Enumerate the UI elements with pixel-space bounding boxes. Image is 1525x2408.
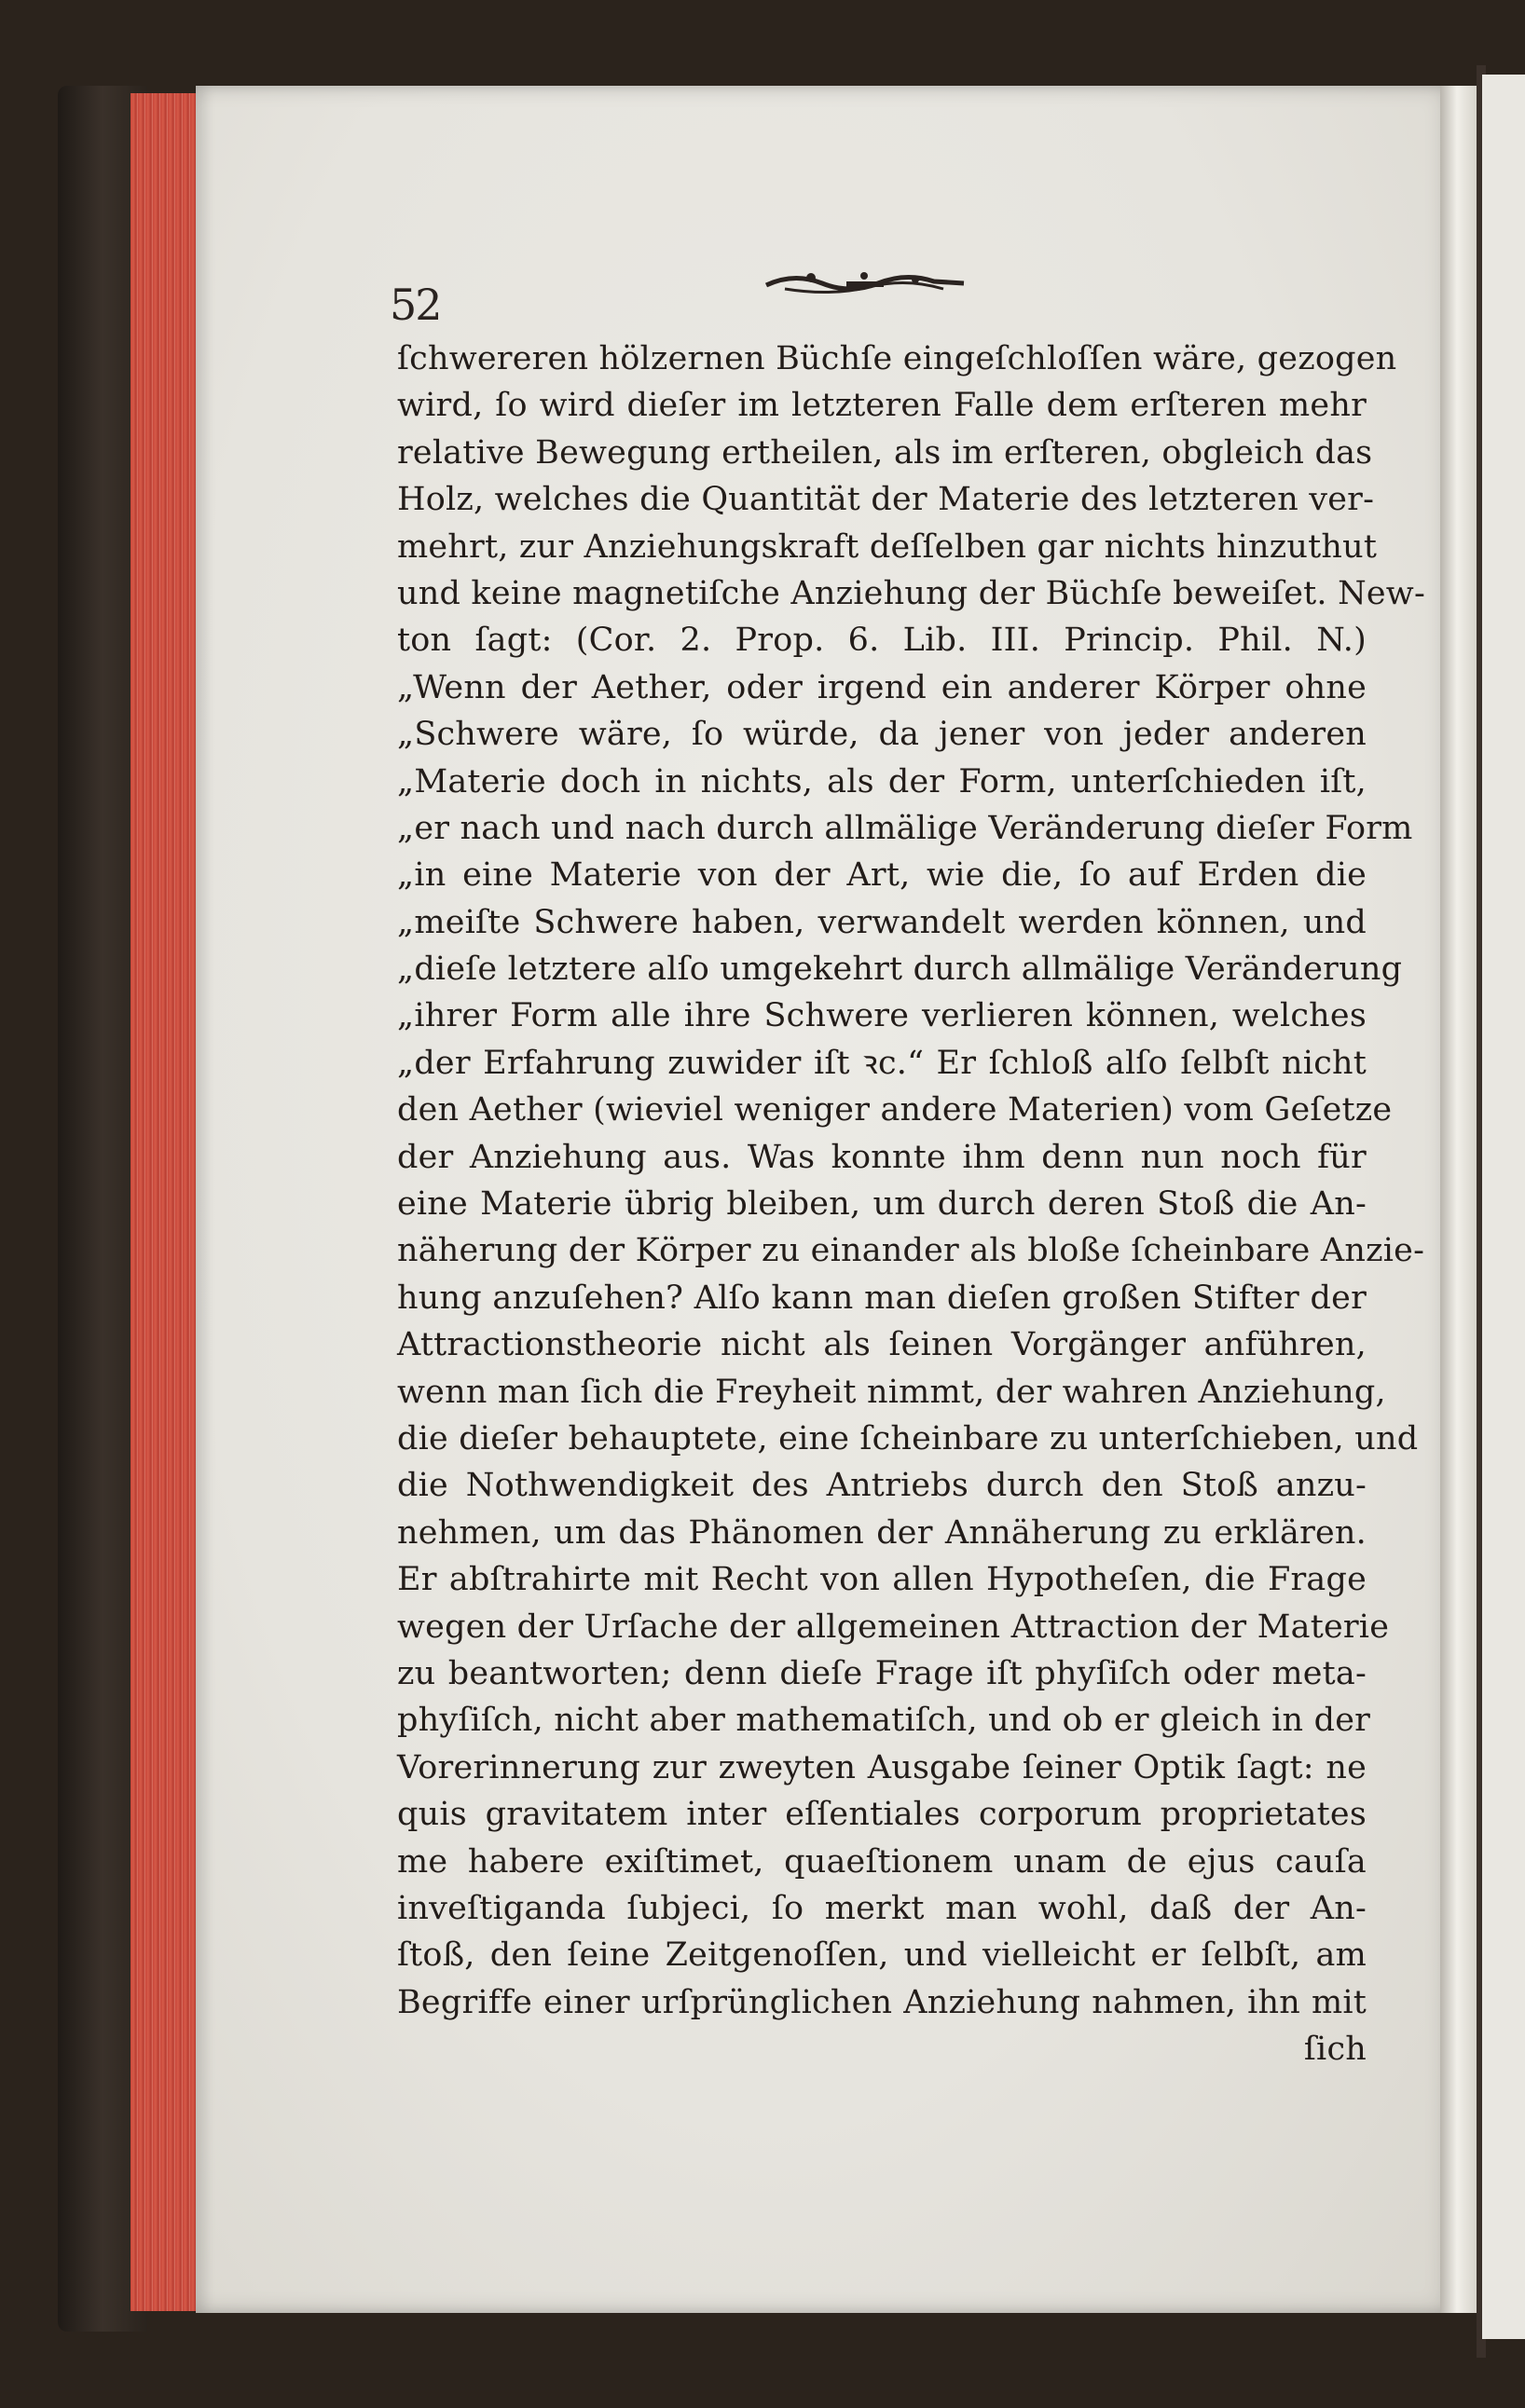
- catchword: ſich: [1303, 2031, 1367, 2069]
- text-line: näherung der Körper zu einander als bloße ſcheinbare Anzie-: [397, 1232, 1425, 1270]
- text-line: ſchwereren hölzernen Büchſe eingeſchloſſen wäre, gezogen: [397, 340, 1397, 377]
- facing-page-edge: [1482, 75, 1525, 2339]
- text-line: Vorerinnerung zur zweyten Ausgabe ſeiner Optik ſagt: ne: [397, 1748, 1367, 1786]
- text-line: den Aether (wieviel weniger andere Materien) vom Geſetze: [397, 1091, 1393, 1129]
- text-line: der Anziehung aus. Was konnte ihm denn nun noch für: [397, 1138, 1367, 1176]
- text-line: Holz, welches die Quantität der Materie des letzteren ver-: [397, 481, 1375, 519]
- text-line: me habere exiſtimet, quaeſtionem unam de ejus cauſa: [397, 1842, 1367, 1881]
- text-line: „meiſte Schwere haben, verwandelt werden können, und: [397, 903, 1367, 941]
- text-line: „ihrer Form alle ihre Schwere verlieren können, welches: [397, 997, 1367, 1035]
- text-line: zu beantworten; denn dieſe Frage iſt phyſiſch oder meta-: [397, 1654, 1367, 1692]
- text-line: ton ſagt: (Cor. 2. Prop. 6. Lib. III. Princip. Phil. N.): [397, 622, 1367, 660]
- text-line: „er nach und nach durch allmälige Veränderung dieſer Form: [397, 809, 1413, 847]
- header-ornament-icon: [757, 265, 971, 302]
- text-line: Begriffe einer urſprünglichen Anziehung nahmen, ihn mit: [397, 1983, 1367, 2021]
- text-line: nehmen, um das Phänomen der Annäherung zu erklären.: [397, 1513, 1367, 1552]
- text-line: „Materie doch in nichts, als der Form, unterſchieden iſt,: [397, 762, 1367, 800]
- text-line: inveſtiganda ſubjeci, ſo merkt man wohl, daß der An-: [397, 1889, 1367, 1927]
- text-line: Attractionstheorie nicht als ſeinen Vorgänger anführen,: [397, 1326, 1367, 1364]
- text-line: hung anzuſehen? Alſo kann man dieſen großen Stifter der: [397, 1279, 1367, 1317]
- text-line: wird, ſo wird dieſer im letzteren Falle dem erſteren mehr: [397, 387, 1367, 425]
- text-line: quis gravitatem inter eſſentiales corporum proprietates: [397, 1796, 1367, 1834]
- text-line: eine Materie übrig bleiben, um durch deren Stoß die An-: [397, 1185, 1367, 1224]
- text-line: relative Bewegung ertheilen, als im erſteren, obgleich das: [397, 433, 1373, 472]
- text-line: „dieſe letztere alſo umgekehrt durch allmälige Veränderung: [397, 951, 1403, 989]
- text-line: „Wenn der Aether, oder irgend ein anderer Körper ohne: [397, 668, 1367, 706]
- text-line: Er abſtrahirte mit Recht von allen Hypotheſen, die Frage: [397, 1561, 1367, 1599]
- text-line: mehrt, zur Anziehungskraft deſſelben gar nichts hinzuthut: [397, 527, 1378, 566]
- text-line: wegen der Urſache der allgemeinen Attraction der Materie: [397, 1608, 1390, 1646]
- text-line: die Nothwendigkeit des Antriebs durch den Stoß anzu-: [397, 1467, 1367, 1505]
- text-line: phyſiſch, nicht aber mathematiſch, und ob er gleich in der: [397, 1702, 1371, 1740]
- text-line: „in eine Materie von der Art, wie die, ſo auf Erden die: [397, 856, 1367, 895]
- page-number: 52: [390, 280, 441, 330]
- text-line: wenn man ſich die Freyheit nimmt, der wahren Anziehung,: [397, 1373, 1386, 1411]
- text-line: und keine magnetiſche Anziehung der Büchſe beweiſet. New-: [397, 574, 1425, 612]
- text-line: „Schwere wäre, ſo würde, da jener von jeder anderen: [397, 716, 1367, 754]
- body-text: [397, 335, 1425, 2073]
- text-line: ſtoß, den ſeine Zeitgenoſſen, und vielleicht er ſelbſt, am: [397, 1936, 1367, 1975]
- text-line: „der Erfahrung zuwider iſt ꝛc.“ Er ſchloß alſo ſelbſt nicht: [397, 1044, 1367, 1082]
- text-line: die dieſer behauptete, eine ſcheinbare zu unterſchieben, und: [397, 1419, 1419, 1457]
